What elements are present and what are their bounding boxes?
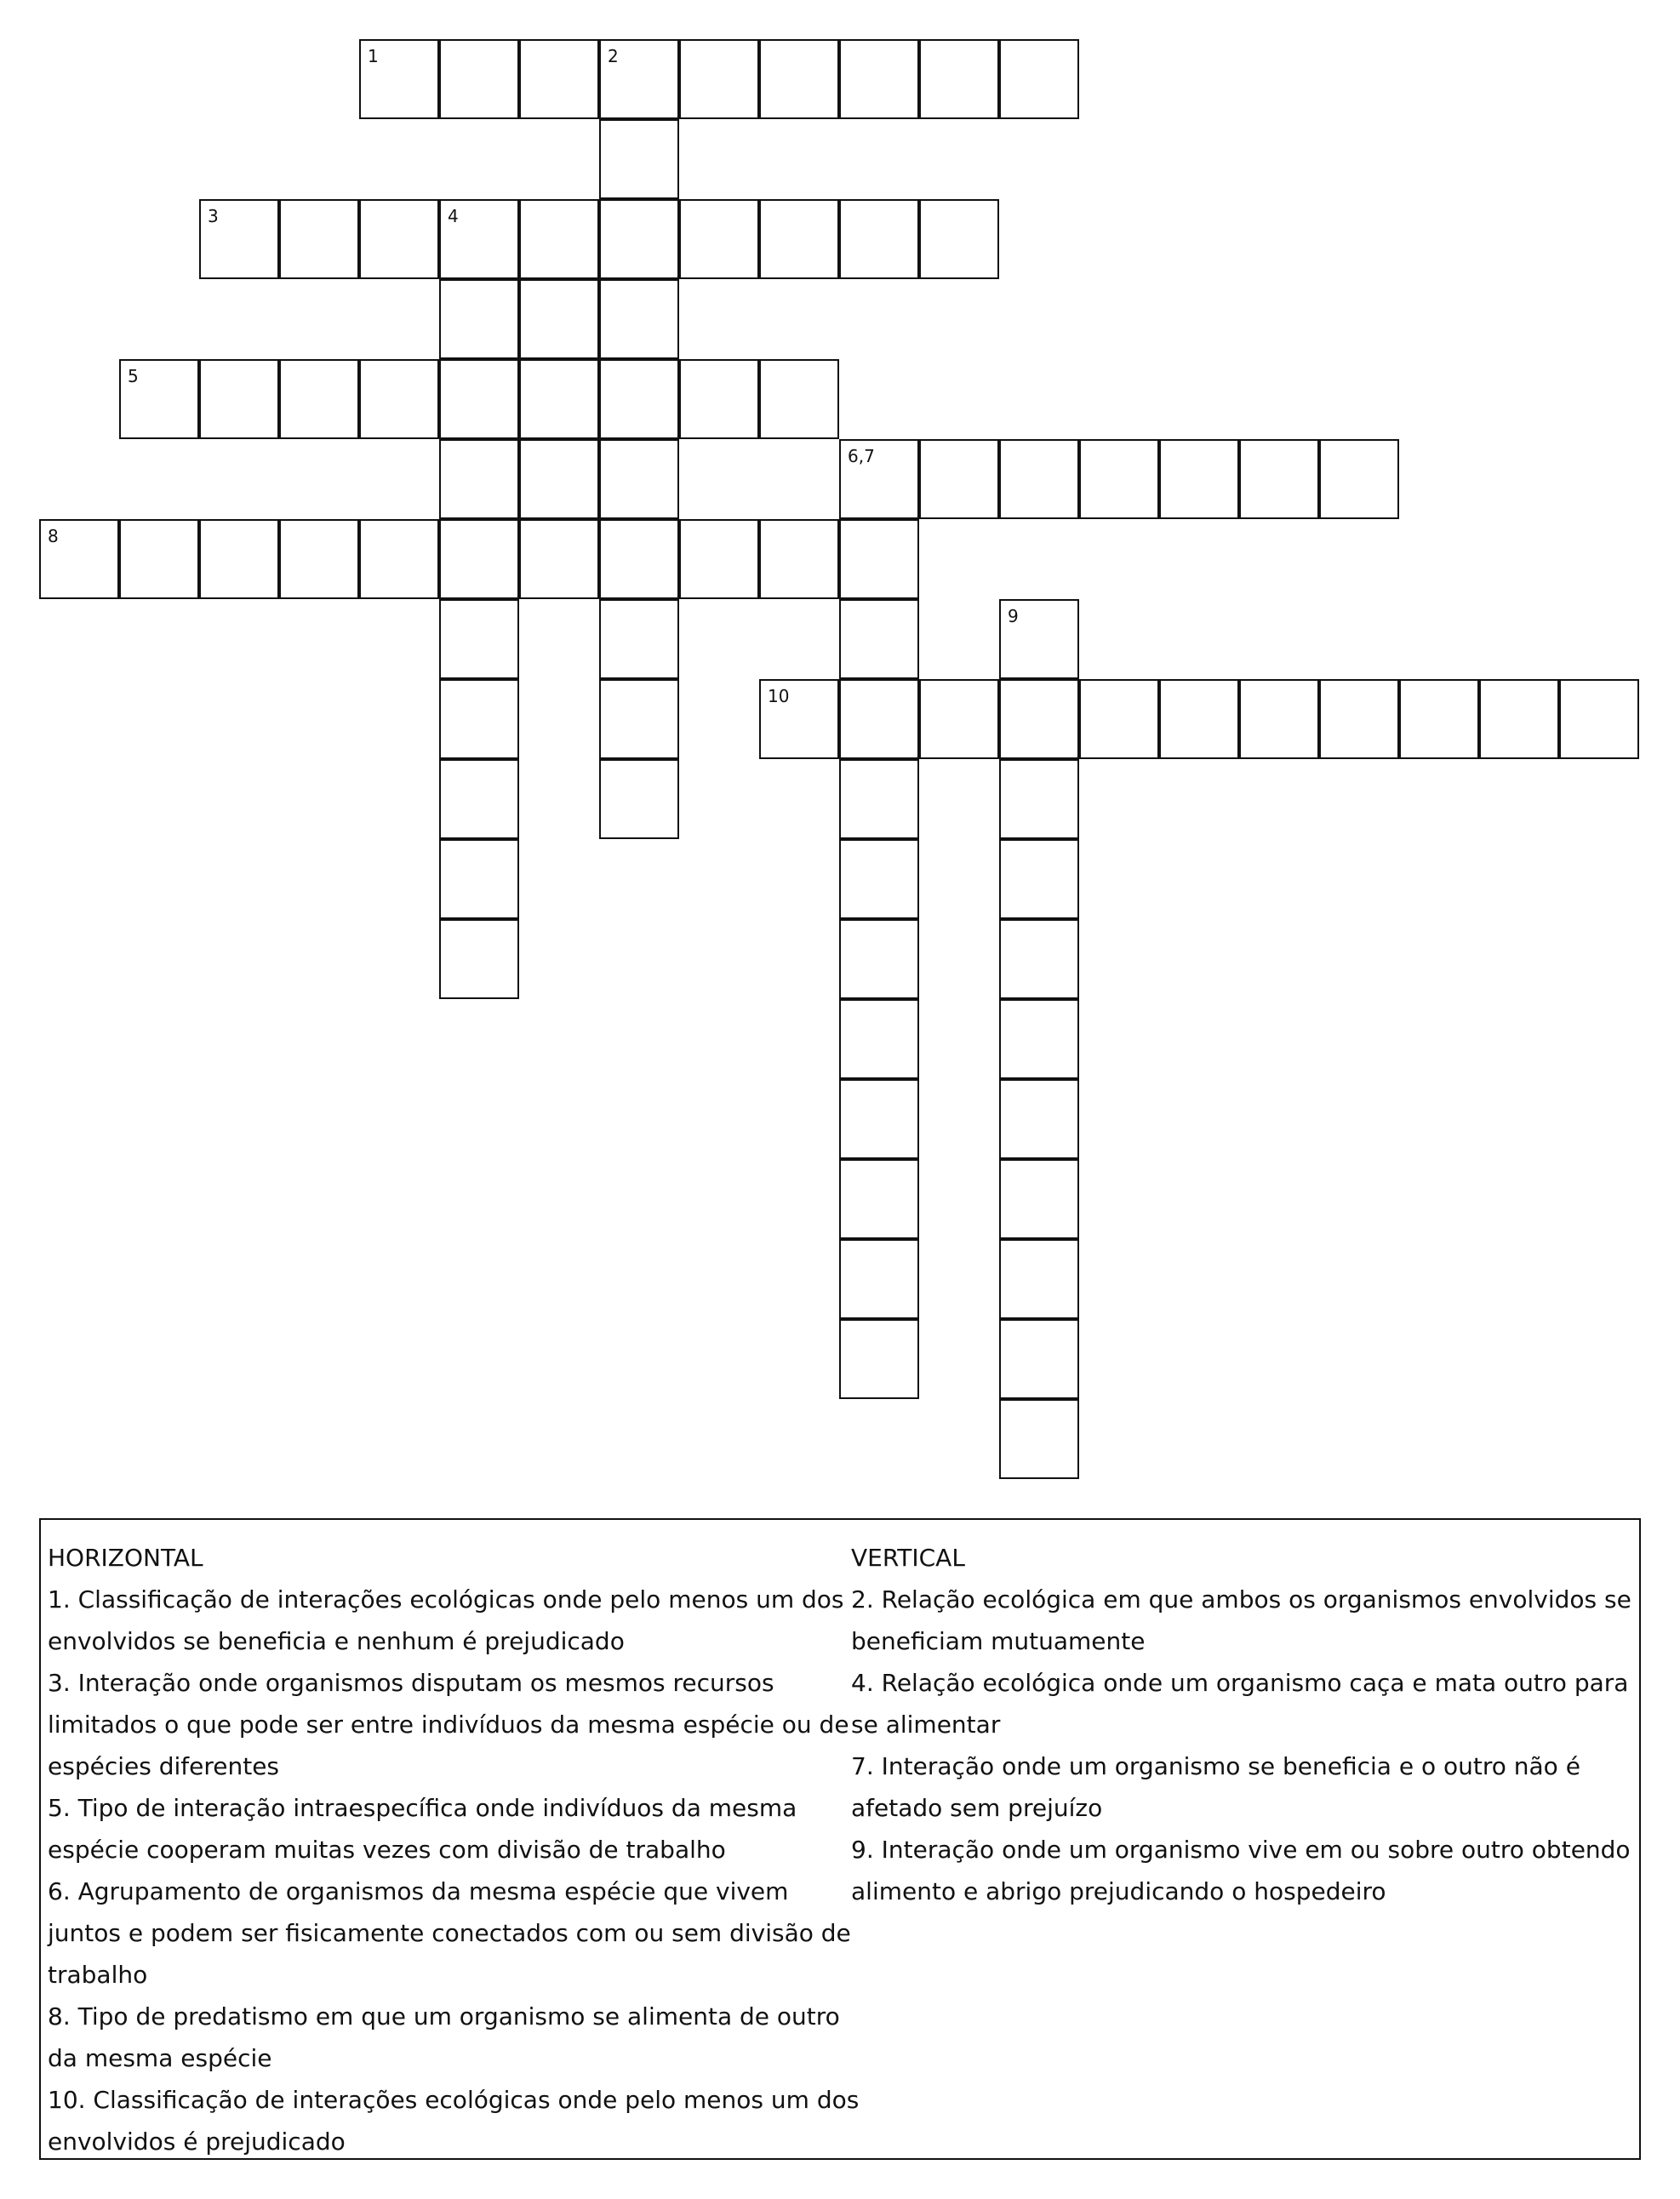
grid-cell[interactable] bbox=[839, 1319, 919, 1399]
grid-cell[interactable] bbox=[679, 39, 759, 119]
clue-vertical-9: 9. Interação onde um organismo vive em ou sobre outro obtendo alimento e abrigo prejudicando o hospedeiro bbox=[851, 1836, 1631, 1905]
grid-cell[interactable] bbox=[919, 39, 999, 119]
grid-cell[interactable] bbox=[1159, 439, 1239, 519]
grid-cell[interactable] bbox=[999, 1319, 1079, 1399]
clue-number: 4 bbox=[448, 206, 459, 226]
grid-cell[interactable] bbox=[519, 359, 599, 439]
grid-cell[interactable] bbox=[279, 519, 359, 599]
grid-cell[interactable] bbox=[839, 519, 919, 599]
grid-cell[interactable] bbox=[839, 759, 919, 839]
grid-cell[interactable] bbox=[999, 919, 1079, 999]
grid-cell[interactable] bbox=[919, 439, 999, 519]
clue-number: 1 bbox=[368, 46, 379, 66]
clue-number: 10 bbox=[768, 686, 790, 706]
grid-cell[interactable] bbox=[759, 679, 839, 759]
grid-cell[interactable] bbox=[759, 519, 839, 599]
grid-cell[interactable] bbox=[599, 119, 679, 199]
grid-cell[interactable] bbox=[839, 679, 919, 759]
grid-cell[interactable] bbox=[439, 359, 519, 439]
grid-cell[interactable] bbox=[439, 39, 519, 119]
grid-cell[interactable] bbox=[1239, 439, 1319, 519]
grid-cell[interactable] bbox=[679, 199, 759, 279]
grid-cell[interactable] bbox=[119, 359, 199, 439]
grid-cell[interactable] bbox=[279, 359, 359, 439]
grid-cell[interactable] bbox=[519, 439, 599, 519]
clue-number: 2 bbox=[608, 46, 619, 66]
grid-cell[interactable] bbox=[999, 1159, 1079, 1239]
grid-cell[interactable] bbox=[519, 39, 599, 119]
clue-horizontal-1: 1. Classificação de interações ecológicas onde pelo menos um dos envolvidos se beneficia e nenhum é prejudicado bbox=[48, 1585, 844, 1655]
grid-cell[interactable] bbox=[439, 759, 519, 839]
grid-cell[interactable] bbox=[999, 599, 1079, 679]
grid-cell[interactable] bbox=[599, 279, 679, 359]
grid-cell[interactable] bbox=[1559, 679, 1639, 759]
grid-cell[interactable] bbox=[999, 839, 1079, 919]
grid-cell[interactable] bbox=[439, 919, 519, 999]
clue-vertical-2: 2. Relação ecológica em que ambos os organismos envolvidos se beneficiam mutuamente bbox=[851, 1585, 1631, 1655]
clue-number: 9 bbox=[1008, 606, 1019, 626]
clue-vertical-7: 7. Interação onde um organismo se beneficia e o outro não é afetado sem prejuízo bbox=[851, 1752, 1580, 1822]
grid-cell[interactable] bbox=[919, 679, 999, 759]
grid-cell[interactable] bbox=[439, 519, 519, 599]
clue-number: 8 bbox=[48, 526, 59, 546]
clue-horizontal-6: 6. Agrupamento de organismos da mesma espécie que vivem juntos e podem ser fisicamente conectados com ou sem divisão de trabalho bbox=[48, 1877, 851, 1989]
clue-horizontal-8: 8. Tipo de predatismo em que um organismo se alimenta de outro da mesma espécie bbox=[48, 2002, 840, 2072]
grid-cell[interactable] bbox=[679, 519, 759, 599]
grid-cell[interactable] bbox=[599, 599, 679, 679]
grid-cell[interactable] bbox=[1319, 439, 1399, 519]
grid-cell[interactable] bbox=[519, 519, 599, 599]
grid-cell[interactable] bbox=[839, 1079, 919, 1159]
grid-cell[interactable] bbox=[359, 39, 439, 119]
grid-cell[interactable] bbox=[679, 359, 759, 439]
grid-cell[interactable] bbox=[1479, 679, 1559, 759]
horizontal-heading: HORIZONTAL bbox=[48, 1544, 203, 1572]
horizontal-clues bbox=[48, 1537, 865, 2162]
grid-cell[interactable] bbox=[999, 1079, 1079, 1159]
grid-cell[interactable] bbox=[839, 1239, 919, 1319]
grid-cell[interactable] bbox=[999, 439, 1079, 519]
grid-cell[interactable] bbox=[839, 999, 919, 1079]
grid-cell[interactable] bbox=[199, 199, 279, 279]
vertical-clues bbox=[851, 1537, 1634, 1912]
grid-cell[interactable] bbox=[999, 1239, 1079, 1319]
grid-cell[interactable] bbox=[1319, 679, 1399, 759]
clue-horizontal-10: 10. Classificação de interações ecológicas onde pelo menos um dos envolvidos é prejudicado bbox=[48, 2086, 860, 2156]
grid-cell[interactable] bbox=[39, 519, 119, 599]
grid-cell[interactable] bbox=[759, 359, 839, 439]
grid-cell[interactable] bbox=[839, 599, 919, 679]
grid-cell[interactable] bbox=[599, 519, 679, 599]
grid-cell[interactable] bbox=[599, 39, 679, 119]
clue-number: 5 bbox=[128, 366, 139, 386]
grid-cell[interactable] bbox=[759, 199, 839, 279]
grid-cell[interactable] bbox=[199, 519, 279, 599]
grid-cell[interactable] bbox=[599, 679, 679, 759]
grid-cell[interactable] bbox=[999, 1399, 1079, 1479]
clue-horizontal-5: 5. Tipo de interação intraespecífica onde indivíduos da mesma espécie cooperam muitas vezes com divisão de trabalho bbox=[48, 1794, 797, 1864]
grid-cell[interactable] bbox=[1239, 679, 1319, 759]
grid-cell[interactable] bbox=[599, 759, 679, 839]
grid-cell[interactable] bbox=[1079, 679, 1159, 759]
grid-cell[interactable] bbox=[999, 999, 1079, 1079]
grid-cell[interactable] bbox=[359, 519, 439, 599]
grid-cell[interactable] bbox=[359, 199, 439, 279]
clue-number: 3 bbox=[208, 206, 219, 226]
grid-cell[interactable] bbox=[839, 199, 919, 279]
grid-cell[interactable] bbox=[1159, 679, 1239, 759]
grid-cell[interactable] bbox=[1079, 439, 1159, 519]
grid-cell[interactable] bbox=[359, 359, 439, 439]
clues-box bbox=[39, 1518, 1641, 2160]
grid-cell[interactable] bbox=[439, 439, 519, 519]
grid-cell[interactable] bbox=[999, 39, 1079, 119]
grid-cell[interactable] bbox=[439, 199, 519, 279]
grid-cell[interactable] bbox=[999, 679, 1079, 759]
grid-cell[interactable] bbox=[1399, 679, 1479, 759]
grid-cell[interactable] bbox=[519, 199, 599, 279]
grid-cell[interactable] bbox=[839, 839, 919, 919]
vertical-heading: VERTICAL bbox=[851, 1544, 965, 1572]
grid-cell[interactable] bbox=[599, 359, 679, 439]
grid-cell[interactable] bbox=[759, 39, 839, 119]
grid-cell[interactable] bbox=[199, 359, 279, 439]
grid-cell[interactable] bbox=[439, 279, 519, 359]
grid-cell[interactable] bbox=[999, 759, 1079, 839]
grid-cell[interactable] bbox=[839, 39, 919, 119]
grid-cell[interactable] bbox=[439, 839, 519, 919]
grid-cell[interactable] bbox=[119, 519, 199, 599]
grid-cell[interactable] bbox=[839, 1159, 919, 1239]
clue-vertical-4: 4. Relação ecológica onde um organismo caça e mata outro para se alimentar bbox=[851, 1669, 1629, 1739]
grid-cell[interactable] bbox=[599, 199, 679, 279]
grid-cell[interactable] bbox=[919, 199, 999, 279]
clue-number: 6,7 bbox=[848, 446, 875, 466]
grid-cell[interactable] bbox=[279, 199, 359, 279]
grid-cell[interactable] bbox=[439, 679, 519, 759]
clue-horizontal-3: 3. Interação onde organismos disputam os mesmos recursos limitados o que pode ser entre indivíduos da mesma espécie ou de espécies diferentes bbox=[48, 1669, 849, 1780]
grid-cell[interactable] bbox=[439, 599, 519, 679]
grid-cell[interactable] bbox=[599, 439, 679, 519]
grid-cell[interactable] bbox=[519, 279, 599, 359]
grid-cell[interactable] bbox=[839, 439, 919, 519]
grid-cell[interactable] bbox=[839, 919, 919, 999]
